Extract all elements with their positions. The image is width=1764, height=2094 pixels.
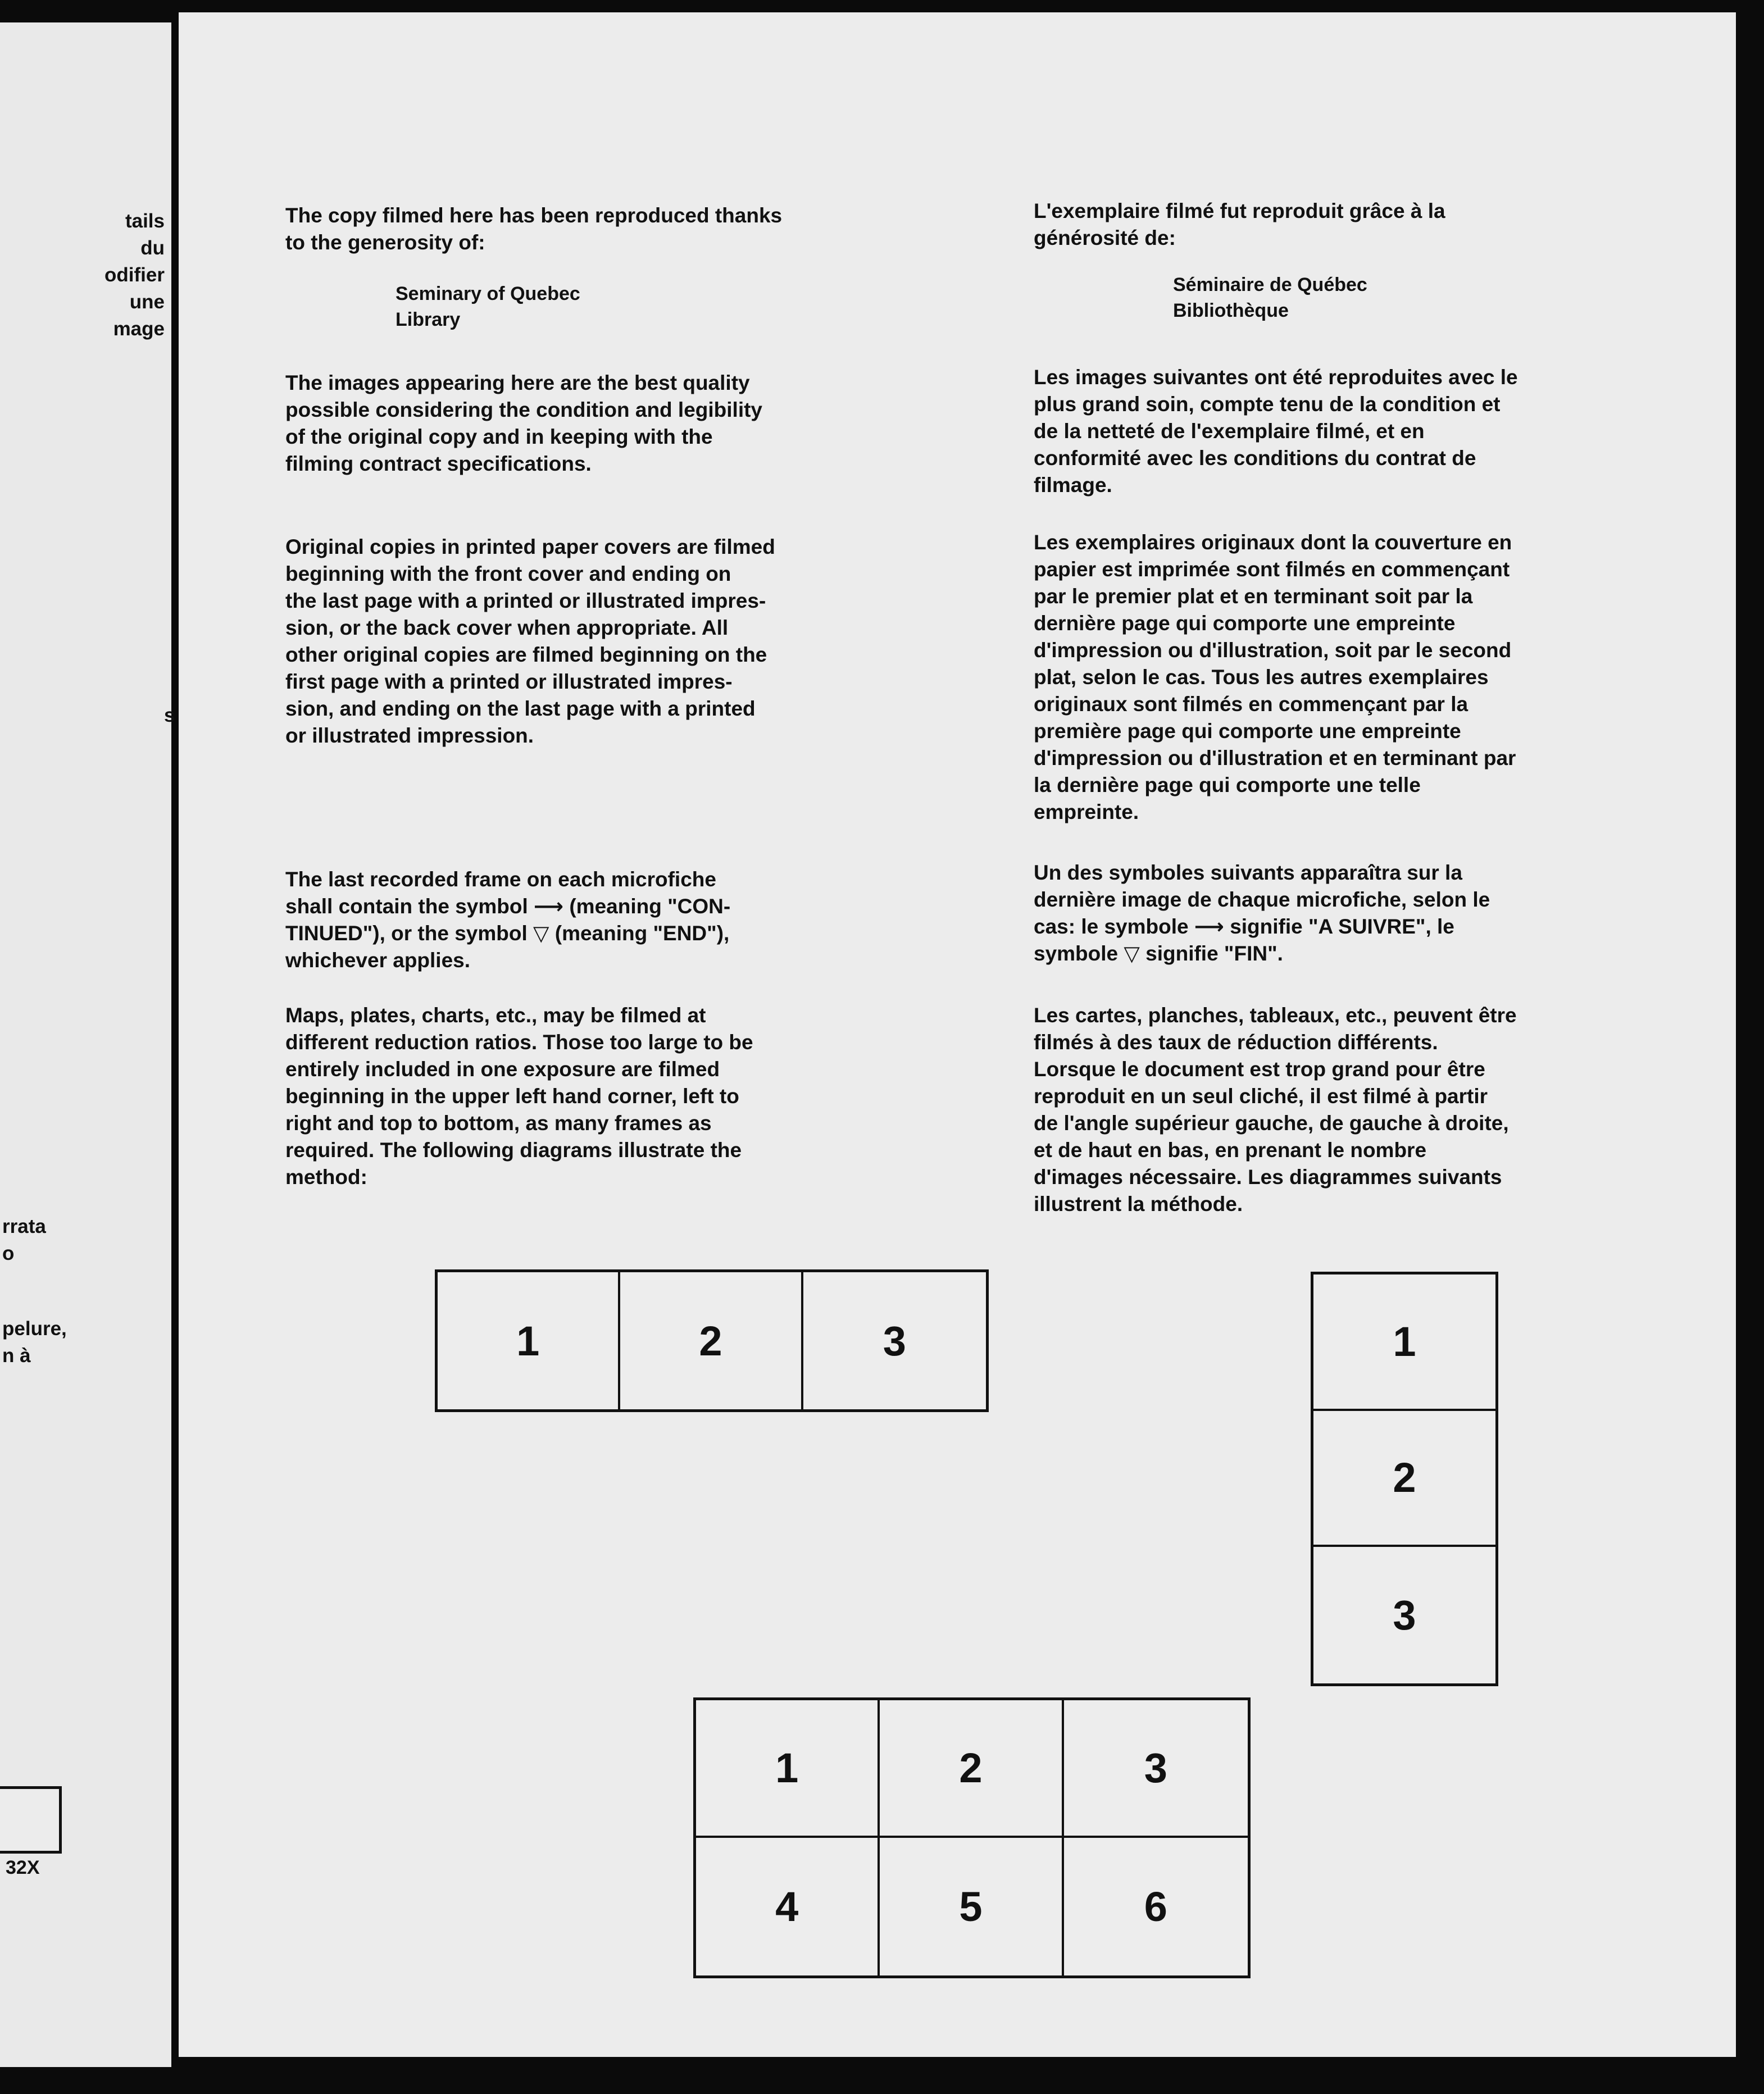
diagram-cell: 1 bbox=[1313, 1274, 1495, 1411]
diagram-cell: 4 bbox=[696, 1838, 880, 1975]
fr-quality-paragraph: Les images suivantes ont été reproduites avec le plus grand soin, compte tenu de la condition et de la netteté de l'exemplaire filmé, et en conformité avec les conditions du contrat de filmage. bbox=[1034, 366, 1518, 497]
diagram-cell: 1 bbox=[696, 1700, 880, 1838]
fr-institution: Séminaire de Québec Bibliothèque bbox=[1173, 274, 1367, 321]
fr-original-copies-paragraph: Les exemplaires originaux dont la couverture en papier est imprimée sont filmés en commençant par le premier plat et en terminant soit par la dernière page qui comporte une empreinte d'impression ou d'illustration, soit par le second plat, selon le cas. Tous les autres exemplaires originaux sont filmés en commençant par la première page qui comporte une empreinte d'impression ou d'illustration et en terminant par la dernière page qui comporte une telle empreinte. bbox=[1034, 531, 1516, 823]
left-page-fragment: tails du odifier une mage bbox=[104, 210, 165, 340]
en-institution: Seminary of Quebec Library bbox=[395, 283, 580, 330]
main-page bbox=[179, 12, 1736, 2057]
diagram-horizontal bbox=[435, 1269, 989, 1412]
diagram-cell: 2 bbox=[880, 1700, 1063, 1838]
diagram-cell: 3 bbox=[1393, 1592, 1416, 1639]
diagram-grid bbox=[693, 1697, 1251, 1978]
left-facing-page bbox=[0, 22, 175, 2067]
en-symbols-paragraph: The last recorded frame on each microfiche shall contain the symbol ⟶ (meaning "CON- TINUED"), or the symbol ▽ (meaning "END"), whichever applies. bbox=[285, 868, 731, 972]
diagram-cell: 1 bbox=[438, 1272, 620, 1409]
diagram-cell: 2 bbox=[1313, 1411, 1495, 1547]
left-page-fragment: rrata o bbox=[2, 1216, 46, 1264]
en-maps-paragraph: Maps, plates, charts, etc., may be filmed at different reduction ratios. Those too large to be entirely included in one exposure are filmed beginning in the upper left hand corner, left to right and top to bottom, as many frames as required. The following diagrams illustrate the method: bbox=[285, 1004, 753, 1189]
diagram-cell: 3 bbox=[1064, 1700, 1248, 1838]
reduction-target-box bbox=[0, 1786, 62, 1854]
diagram-cell: 2 bbox=[620, 1272, 803, 1409]
fr-intro: L'exemplaire filmé fut reproduit grâce à la générosité de: bbox=[1034, 199, 1445, 249]
diagram-vertical bbox=[1311, 1272, 1498, 1686]
fr-symbols-paragraph: Un des symboles suivants apparaîtra sur la dernière image de chaque microfiche, selon le cas: le symbole ⟶ signifie "A SUIVRE", le symbole ▽ signifie "FIN". bbox=[1034, 861, 1490, 965]
left-page-fragment: s bbox=[164, 704, 175, 726]
en-quality-paragraph: The images appearing here are the best quality possible considering the condition and legibility of the original copy and in keeping with the filming contract specifications. bbox=[285, 371, 763, 475]
left-page-fragment: pelure, n à bbox=[2, 1318, 67, 1367]
diagram-cell: 6 bbox=[1144, 1883, 1167, 1930]
diagram-cell: 3 bbox=[883, 1317, 906, 1364]
en-original-copies-paragraph: Original copies in printed paper covers are filmed beginning with the front cover and ending on the last page with a printed or illustrated impres- sion, or the back cover when appropriate. All other original copies are filmed beginning on the first page with a printed or illustrated impres- sion, and ending on the last page with a printed or illustrated impression. bbox=[285, 535, 775, 747]
fr-maps-paragraph: Les cartes, planches, tableaux, etc., peuvent être filmés à des taux de réduction différents. Lorsque le document est trop grand pour être reproduit en un seul cliché, il est filmé à partir de l'angle supérieur gauche, de gauche à droite, et de haut en bas, en prenant le nombre d'images nécessaire. Les diagrammes suivants illustrent la méthode. bbox=[1034, 1004, 1517, 1216]
en-intro: The copy filmed here has been reproduced thanks to the generosity of: bbox=[285, 204, 783, 254]
reduction-label: 32X bbox=[6, 1857, 40, 1878]
diagram-cell: 5 bbox=[880, 1838, 1063, 1975]
